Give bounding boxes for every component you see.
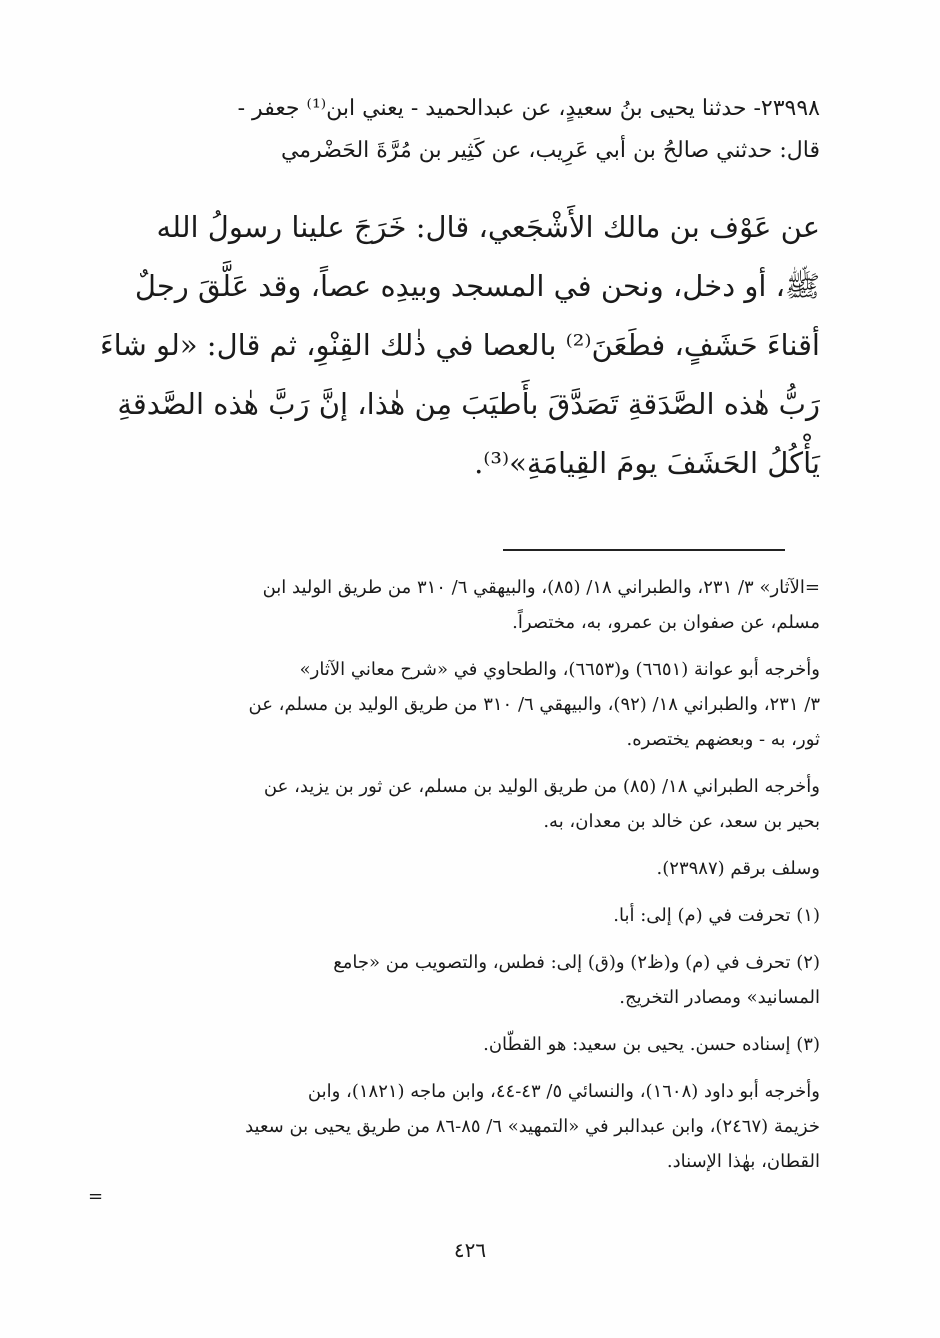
footnote-line: وأخرجه أبو داود (١٦٠٨)، والنسائي ٥/ ٤٣-٤٤، وابن ماجه (١٨٢١)، وابن [307,1081,820,1102]
isnad-line: قال: حدثني صالحُ بن أبي عَرِيب، عن كَثِير بن مُرَّةَ الحَضْرمي [280,138,820,163]
footnote-line: ٣/ ٢٣١، والطبراني ١٨/ (٩٢)، والبيهقي ٦/ ٣١٠ من طريق الوليد بن مسلم، عن [248,694,820,715]
hadith-text [60,198,820,493]
hadith-line: ﷺ، أو دخل، ونحن في المسجد وبيدِه عصاً، وقد عَلَّقَ رجلٌ [134,269,820,303]
footnote-line: (٣) إسناده حسن. يحيى بن سعيد: هو القطّان. [483,1034,820,1055]
footnote-separator [503,549,785,551]
footnote-line: مسلم، عن صفوان بن عمرو، به، مختصراً. [512,612,820,633]
footnote-line: (٢) تحرف في (م) و(ظ٢) و(ق) إلى: فطس، والتصويب من «جامع [333,952,820,973]
footnote-line: وسلف برقم (٢٣٩٨٧). [656,858,820,879]
continuation-mark: = [88,1186,104,1207]
footnote-line: بحير بن سعد، عن خالد بن معدان، به. [543,811,820,832]
hadith-line: يَأْكُلُ الحَشَفَ يومَ القِيامَةِ»⁽³⁾. [474,446,820,480]
footnote-line: خزيمة (٢٤٦٧)، وابن عبدالبر في «التمهيد» ٦/ ٨٥-٨٦ من طريق يحيى بن سعيد [245,1116,820,1137]
footnote-line: وأخرجه أبو عوانة (٦٦٥١) و(٦٦٥٣)، والطحاوي في «شرح معاني الآثار» [299,659,820,680]
page-number: ٤٢٦ [453,1238,487,1262]
hadith-line: رَبُّ هٰذه الصَّدَقةِ تَصَدَّقَ بأَطيَبَ مِن هٰذا، إنَّ رَبَّ هٰذه الصَّدقةِ [117,387,820,421]
footnote-line: ثور، به - وبعضهم يختصره. [626,729,820,750]
footnotes [82,570,820,1179]
footnote-line: المسانيد» ومصادر التخريج. [619,987,820,1008]
footnote-line: وأخرجه الطبراني ١٨/ (٨٥) من طريق الوليد بن مسلم، عن ثور بن يزيد، عن [263,776,820,797]
footnote-line: =الآثار» ٣/ ٢٣١، والطبراني ١٨/ (٨٥)، والبيهقي ٦/ ٣١٠ من طريق الوليد ابن [262,577,820,598]
footnote-line: القطان، بهٰذا الإسناد. [666,1151,820,1172]
hadith-isnad [130,88,820,172]
isnad-line: ٢٣٩٩٨- حدثنا يحيى بنُ سعيدٍ، عن عبدالحميد - يعني ابن⁽¹⁾ جعفر - [237,96,820,121]
footnote-line: (١) تحرفت في (م) إلى: أبا. [613,905,820,926]
hadith-line: أقناءَ حَشَفٍ، فطَعَنَ⁽²⁾ بالعصا في ذٰلك القِنْوِ، ثم قال: «لو شاءَ [100,328,820,362]
hadith-line: عن عَوْف بن مالك الأَشْجَعي، قال: خَرَجَ علينا رسولُ الله [156,210,820,244]
